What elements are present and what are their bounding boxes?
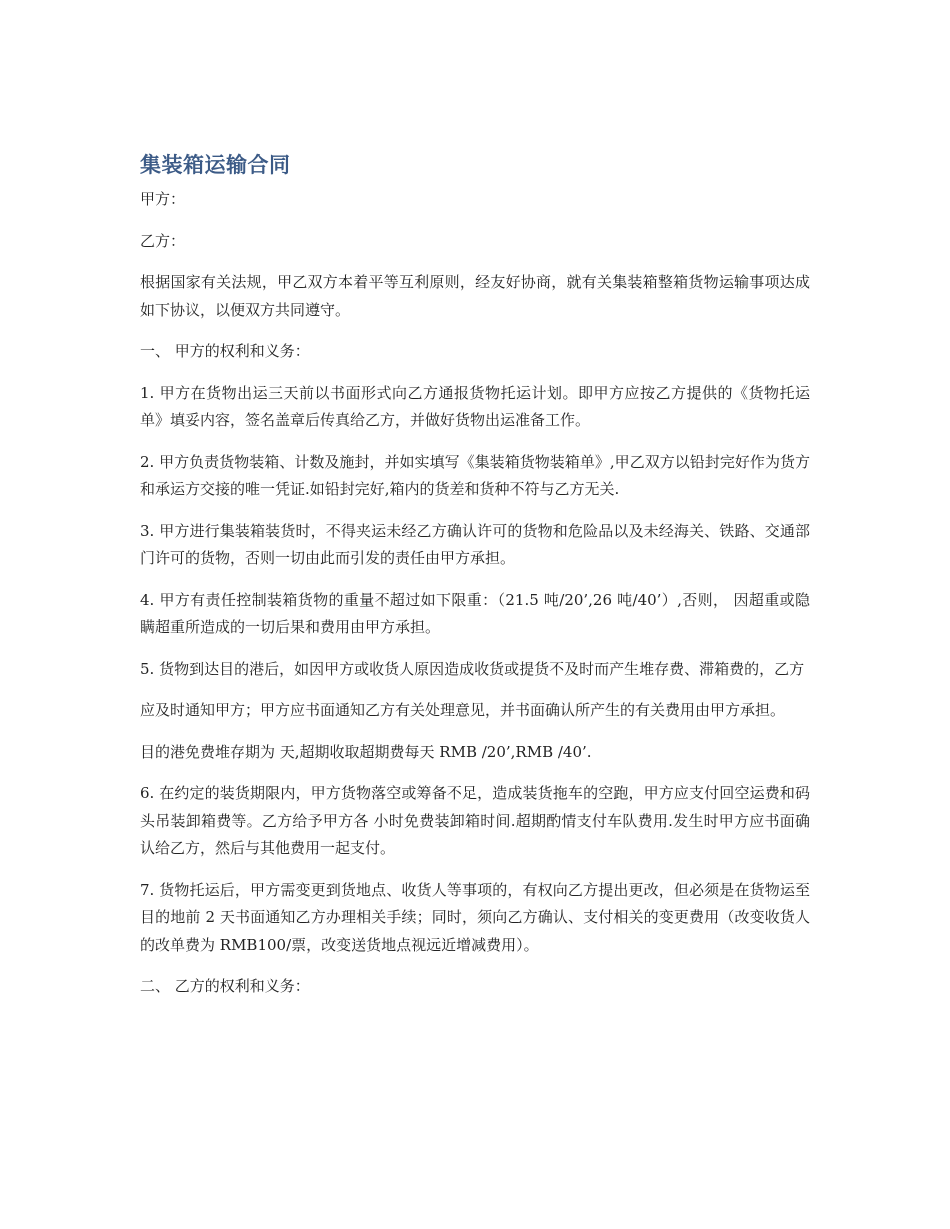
clause-2: 2. 甲方负责货物装箱、计数及施封，并如实填写《集装箱货物装箱单》,甲乙双方以铅封完好作为货方和承运方交接的唯一凭证.如铅封完好,箱内的货差和货种不符与乙方无关.	[140, 452, 810, 498]
preamble-paragraph: 根据国家有关法规，甲乙双方本着平等互利原则，经友好协商，就有关集装箱整箱货物运输事项达成如下协议，以便双方共同遵守。	[140, 273, 810, 319]
section-heading-party-b: 二、 乙方的权利和义务：	[140, 977, 310, 995]
document-body	[140, 150, 810, 1015]
party-a-line: 甲方：	[140, 190, 186, 208]
clause-1: 1. 甲方在货物出运三天前以书面形式向乙方通报货物托运计划。即甲方应按乙方提供的《货物托运单》填妥内容，签名盖章后传真给乙方，并做好货物出运准备工作。	[140, 383, 810, 429]
clause-5: 5. 货物到达目的港后，如因甲方或收货人原因造成收货或提货不及时而产生堆存费、滞箱费的，乙方	[140, 659, 805, 678]
party-b-line: 乙方：	[140, 231, 186, 250]
section-heading-party-a: 一、 甲方的权利和义务：	[140, 342, 310, 360]
clause-7: 7. 货物托运后，甲方需变更到货地点、收货人等事项的，有权向乙方提出更改，但必须是在货物运至目的地前 2 天书面通知乙方办理相关手续；同时，须向乙方确认、支付相关的变更费用（改变收货人的改单费为 RMB100/票，改变送货地点视远近增减费用）。	[140, 880, 810, 954]
document-title: 集装箱运输合同	[140, 153, 291, 177]
clause-6: 6. 在约定的装货期限内，甲方货物落空或筹备不足，造成装货拖车的空跑，甲方应支付回空运费和码头吊装卸箱费等。乙方给予甲方各 小时免费装卸箱时间.超期酌情支付车队费用.发生时甲方应书面确认给乙方，然后与其他费用一起支付。	[140, 784, 810, 857]
clause-5-continued: 应及时通知甲方；甲方应书面通知乙方有关处理意见，并书面确认所产生的有关费用由甲方承担。	[140, 701, 786, 719]
free-storage-paragraph: 目的港免费堆存期为 天,超期收取超期费每天 RMB /20’,RMB /40’.	[140, 742, 592, 761]
clause-4: 4. 甲方有责任控制装箱货物的重量不超过如下限重：（21.5 吨/20’,26 吨/40’）,否则， 因超重或隐瞒超重所造成的一切后果和费用由甲方承担。	[140, 590, 810, 636]
clause-3: 3. 甲方进行集装箱装货时，不得夹运未经乙方确认许可的货物和危险品以及未经海关、铁路、交通部门许可的货物，否则一切由此而引发的责任由甲方承担。	[140, 521, 810, 567]
